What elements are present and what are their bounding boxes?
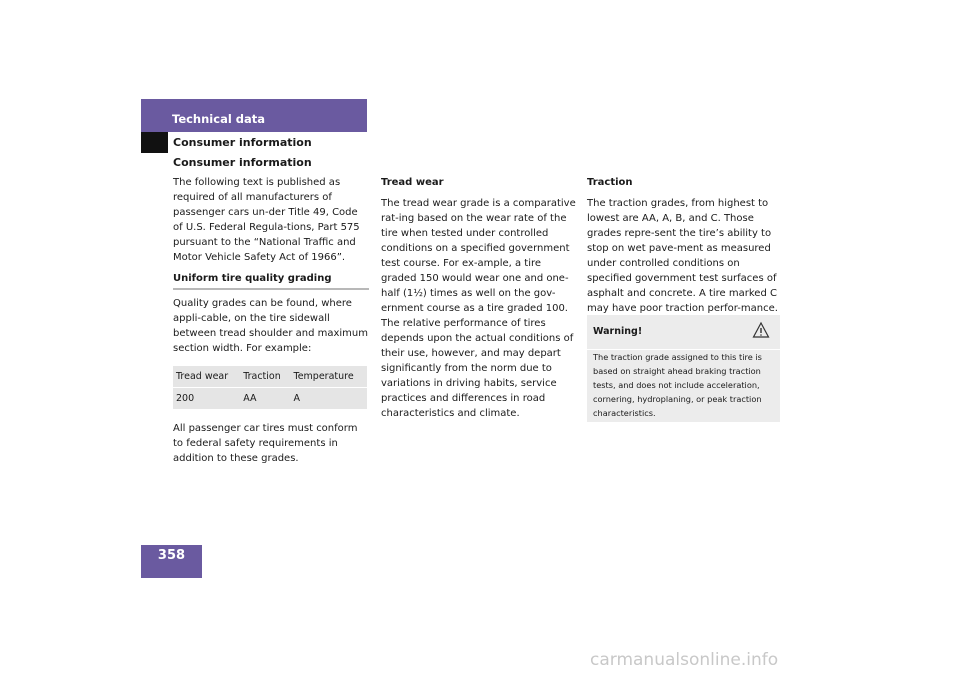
- quality-paragraph: Quality grades can be found, where appli-cable, on the tire sidewall between tread shoulder and maximum section width. For example:: [173, 298, 368, 354]
- warning-text: The traction grade assigned to this tire is based on straight ahead braking traction tests, and does not include acceleration, cornering, hydroplaning, or peak traction characteristics.: [593, 352, 762, 418]
- table-cell: 200: [173, 388, 240, 410]
- intro-paragraph: The following text is published as required of all manufacturers of passenger cars un-der Title 49, Code of U.S. Federal Regula-tions, Part 575 pursuant to the “National Traffic and Motor Vehicle Safety Act of 1966”.: [173, 177, 360, 263]
- tread-wear-paragraph: The tread wear grade is a comparative rat-ing based on the wear rate of the tire when tested under controlled conditions on a specified government test course. For ex-ample, a tire graded 150 would wear one and one-half (1½) times as well on the gov-ernment course as a tire graded 100. The relative performance of tires depends upon the actual conditions of their use, however, and may depart significantly from the norm due to variations in driving habits, service practices and differences in road characteristics and climate.: [381, 198, 576, 419]
- tread-wear-heading: Tread wear: [381, 177, 444, 188]
- table-cell: A: [291, 388, 367, 410]
- warning-triangle-icon: [752, 321, 770, 339]
- watermark: carmanualsonline.info: [590, 650, 779, 670]
- table-header-cell: Temperature: [291, 366, 367, 388]
- column-1: [173, 155, 369, 466]
- column-3: [587, 175, 783, 316]
- table-row: [173, 388, 367, 410]
- warning-box: [587, 315, 780, 422]
- conform-paragraph: All passenger car tires must conform to federal safety requirements in addition to these grades.: [173, 423, 358, 464]
- grades-table: [173, 366, 367, 409]
- section-header-bar: [141, 99, 367, 132]
- section-tab-marker: [141, 132, 168, 153]
- page-number: 358: [141, 545, 202, 578]
- table-header-row: [173, 366, 367, 388]
- table-header-cell: Traction: [240, 366, 290, 388]
- traction-paragraph: The traction grades, from highest to lowest are AA, A, B, and C. Those grades repre-sent the tire’s ability to stop on wet pave-ment as measured under controlled conditions on specified government test surfaces of asphalt and concrete. A tire marked C may have poor traction perfor-mance.: [587, 198, 778, 314]
- traction-heading: Traction: [587, 177, 633, 188]
- column-2: [381, 175, 577, 421]
- uniform-grading-heading: Uniform tire quality grading: [173, 271, 369, 290]
- table-cell: AA: [240, 388, 290, 410]
- warning-title: Warning!: [593, 326, 643, 337]
- table-header-cell: Tread wear: [173, 366, 240, 388]
- column1-heading: Consumer information: [173, 156, 312, 169]
- subsection-title: Consumer information: [173, 136, 312, 149]
- section-title: Technical data: [172, 112, 266, 126]
